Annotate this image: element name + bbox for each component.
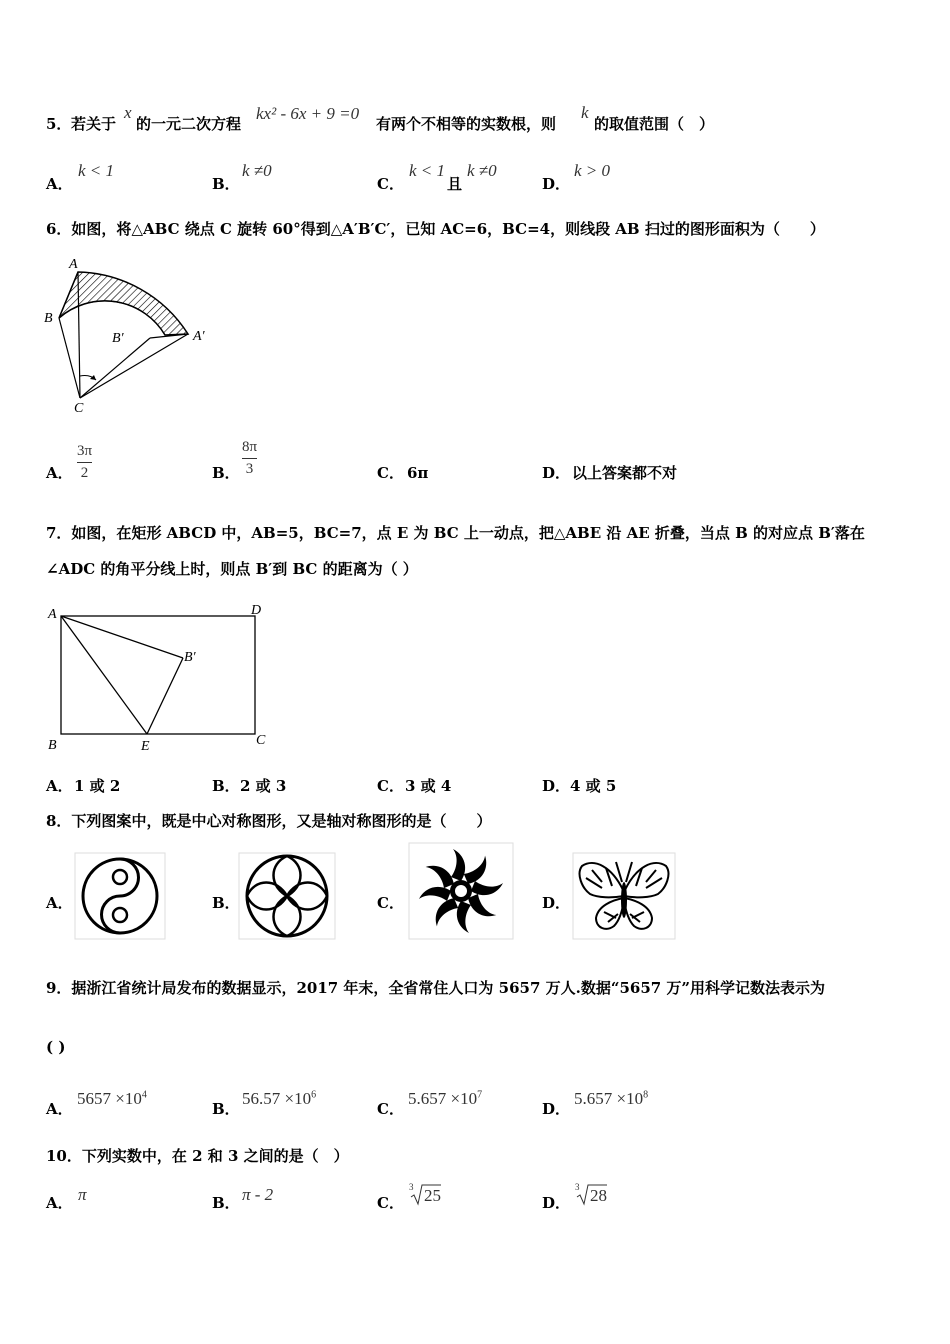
q10-option-a-label[interactable]: A． bbox=[46, 1194, 73, 1212]
q9-option-a-label[interactable]: A． bbox=[46, 1100, 73, 1118]
q7-rectangle-figure bbox=[44, 598, 274, 758]
q5-text-mid: 的一元二次方程 bbox=[136, 115, 242, 133]
q5-option-c-math2: k ≠0 bbox=[467, 161, 497, 180]
q7-option-c-text: 3 或 4 bbox=[405, 777, 452, 795]
q9-option-a-math bbox=[77, 1090, 147, 1107]
q6-option-c-text: 6π bbox=[407, 464, 429, 482]
q6-label-b: B bbox=[44, 311, 53, 326]
q7-text-line1: 7．如图，在矩形 ABCD 中，AB=5，BC=7，点 E 为 BC 上一动点，把△ABE 沿 AE 折叠，当点 B 的对应点 B′落在 bbox=[46, 524, 865, 542]
q7-label-a: A bbox=[48, 607, 57, 622]
q5-option-d-label[interactable]: D． bbox=[542, 175, 571, 193]
q10-option-d-index: 3 bbox=[575, 1182, 580, 1192]
q8-option-a-label[interactable]: A． bbox=[46, 894, 73, 912]
q7-label-c: C bbox=[256, 733, 266, 748]
q5-option-c-math: k < 1 bbox=[409, 161, 446, 180]
q5-option-c-conj: 且 bbox=[447, 175, 463, 193]
q9-option-d-math bbox=[574, 1090, 648, 1107]
q9-text-line2: ( ) bbox=[46, 1038, 66, 1056]
q6-option-d-label[interactable]: D． bbox=[542, 464, 571, 482]
q5-number: 5． bbox=[46, 115, 72, 133]
butterfly-icon[interactable] bbox=[572, 852, 676, 940]
q9-option-b-base: 56.57 ×10 bbox=[242, 1089, 312, 1108]
q5-option-a-label[interactable]: A． bbox=[46, 175, 73, 193]
q5-text-post: 有两个不相等的实数根，则 bbox=[376, 115, 557, 133]
q9-option-b-exponent: 6 bbox=[311, 1089, 317, 1101]
q6-label-a-prime: A′ bbox=[193, 329, 205, 344]
q8-option-d-label[interactable]: D． bbox=[542, 894, 571, 912]
q7-option-b-text: 2 或 3 bbox=[240, 777, 287, 795]
q7-label-e: E bbox=[141, 739, 150, 754]
q6-text: 6．如图，将△ABC 绕点 C 旋转 60°得到△A′B′C′，已知 AC=6，BC=4，则线段 AB 扫过的图形面积为（ ） bbox=[46, 220, 825, 238]
q10-text: 10．下列实数中，在 2 和 3 之间的是（ ） bbox=[46, 1147, 349, 1165]
q5-text-pre: 若关于 bbox=[71, 115, 117, 133]
q10-option-d-label[interactable]: D． bbox=[542, 1194, 571, 1212]
q6-arrowhead bbox=[90, 375, 96, 380]
q7-option-d-text: 4 或 5 bbox=[570, 777, 617, 795]
q9-option-c-label[interactable]: C． bbox=[377, 1100, 404, 1118]
q6-option-a-denominator: 2 bbox=[80, 465, 89, 481]
q9-option-c-math bbox=[408, 1090, 482, 1107]
q7-option-d-label[interactable]: D． bbox=[542, 777, 571, 795]
q6-rotation-figure bbox=[40, 258, 220, 418]
q6-segment-ca-prime bbox=[80, 334, 188, 398]
q8-text: 8．下列图案中，既是中心对称图形，又是轴对称图形的是（ ） bbox=[46, 812, 492, 830]
q5-option-c-label[interactable]: C． bbox=[377, 175, 404, 193]
q9-option-d-base: 5.657 ×10 bbox=[574, 1089, 644, 1108]
yin-yang-icon[interactable] bbox=[74, 852, 166, 940]
q7-option-a-text: 1 或 2 bbox=[74, 777, 121, 795]
q10-option-c-radicand: 25 bbox=[424, 1186, 441, 1205]
q10-option-d-radicand: 28 bbox=[590, 1186, 607, 1205]
q10-option-b-label[interactable]: B． bbox=[212, 1194, 240, 1212]
q6-option-a-numerator: 3π bbox=[77, 443, 93, 459]
q9-option-d-exponent: 8 bbox=[643, 1089, 649, 1101]
q9-option-c-exponent: 7 bbox=[477, 1089, 483, 1101]
q9-option-a-exponent: 4 bbox=[141, 1089, 147, 1101]
q6-option-b-fraction bbox=[242, 440, 257, 477]
q9-option-a-base: 5657 ×10 bbox=[77, 1089, 142, 1108]
q5-var-x: x bbox=[124, 103, 132, 122]
q9-option-d-label[interactable]: D． bbox=[542, 1100, 571, 1118]
q7-text-line2: ∠ADC 的角平分线上时，则点 B′到 BC 的距离为（ ） bbox=[46, 560, 418, 578]
q9-option-b-math bbox=[242, 1090, 316, 1107]
q5-option-b-math: k ≠0 bbox=[242, 161, 272, 180]
q10-option-b-math: π - 2 bbox=[242, 1185, 274, 1204]
q8-option-c-label[interactable]: C． bbox=[377, 894, 404, 912]
q6-option-b-denominator: 3 bbox=[245, 461, 254, 477]
q7-option-a-label[interactable]: A． bbox=[46, 777, 73, 795]
q6-label-b-prime: B′ bbox=[112, 331, 124, 346]
q10-option-c-index: 3 bbox=[409, 1182, 414, 1192]
q7-segment-ae bbox=[61, 616, 147, 734]
q5-option-d-math: k > 0 bbox=[574, 161, 611, 180]
q8-option-b-label[interactable]: B． bbox=[212, 894, 240, 912]
q6-label-c: C bbox=[74, 401, 84, 416]
q5-var-k: k bbox=[581, 103, 589, 122]
pinwheel-flower-icon[interactable] bbox=[408, 842, 514, 940]
four-petal-circle-icon[interactable] bbox=[238, 852, 336, 940]
q6-option-a-label[interactable]: A． bbox=[46, 464, 73, 482]
q6-segment-cb-prime bbox=[80, 338, 150, 398]
q7-option-c-label[interactable]: C． bbox=[377, 777, 404, 795]
q5-text-tail: 的取值范围（ ） bbox=[594, 115, 715, 133]
q6-segment-bc bbox=[59, 318, 80, 398]
q7-label-d: D bbox=[251, 603, 262, 618]
q6-option-c-label[interactable]: C． bbox=[377, 464, 404, 482]
q10-option-c-label[interactable]: C． bbox=[377, 1194, 404, 1212]
q6-option-b-label[interactable]: B． bbox=[212, 464, 240, 482]
q6-option-b-numerator: 8π bbox=[242, 439, 258, 455]
q7-segment-eb-prime bbox=[147, 658, 183, 734]
q7-option-b-label[interactable]: B． bbox=[212, 777, 240, 795]
q7-label-b: B bbox=[48, 738, 57, 753]
q5-option-a-math: k < 1 bbox=[78, 161, 115, 180]
q9-option-b-label[interactable]: B． bbox=[212, 1100, 240, 1118]
q7-label-b-prime: B′ bbox=[184, 650, 196, 665]
q10-option-a-math: π bbox=[78, 1185, 87, 1204]
q5-equation: kx² - 6x + 9 =0 bbox=[256, 104, 360, 123]
q9-option-c-base: 5.657 ×10 bbox=[408, 1089, 478, 1108]
q7-segment-ab-prime bbox=[61, 616, 183, 658]
q6-label-a: A bbox=[69, 257, 78, 272]
q6-option-d-text: 以上答案都不对 bbox=[572, 464, 678, 482]
q6-option-a-fraction bbox=[77, 444, 92, 481]
q7-rectangle-abcd bbox=[61, 616, 255, 734]
q5-option-b-label[interactable]: B． bbox=[212, 175, 240, 193]
q9-text-line1: 9．据浙江省统计局发布的数据显示，2017 年末，全省常住人口为 5657 万人.数据“5657 万”用科学记数法表示为 bbox=[46, 979, 826, 997]
